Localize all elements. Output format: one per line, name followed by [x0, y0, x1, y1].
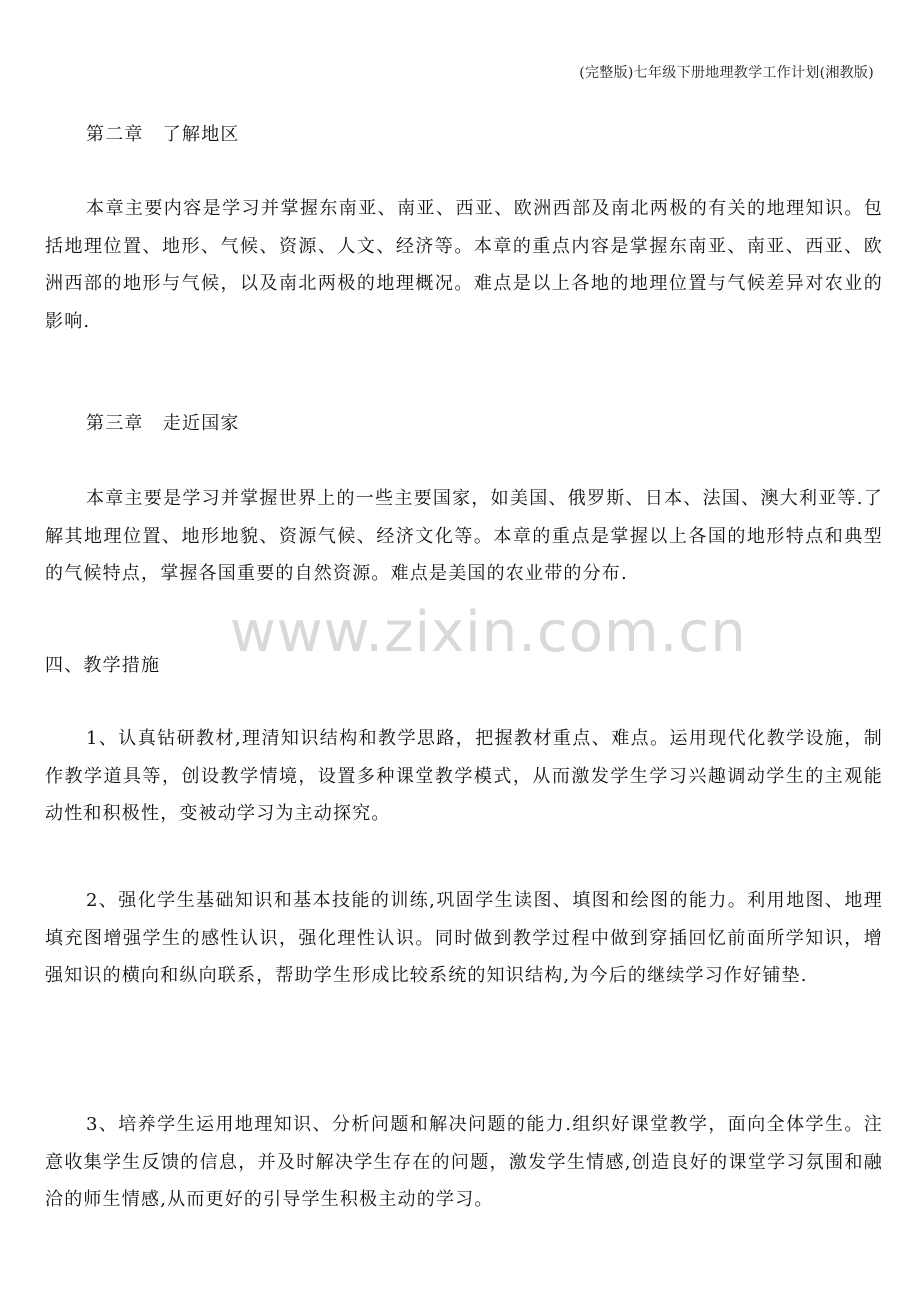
- measure-item-1: 1、认真钻研教材,理清知识结构和教学思路，把握教材重点、难点。运用现代化教学设施，制作教学道具等，创设教学情境，设置多种课堂教学模式，从而激发学生学习兴趣调动学生的主观能动性和积极性，变被动学习为主动探究。: [45, 728, 883, 824]
- chapter3-body: 本章主要是学习并掌握世界上的一些主要国家，如美国、俄罗斯、日本、法国、澳大利亚等.了解其地理位置、地形地貌、资源气候、经济文化等。本章的重点是掌握以上各国的地形特点和典型的气候特点，掌握各国重要的自然资源。难点是美国的农业带的分布.: [45, 488, 883, 584]
- watermark-text: www.zixin.com.cn: [230, 600, 747, 665]
- chapter2-heading: 第二章 了解地区: [86, 124, 240, 145]
- page-header-title: (完整版)七年级下册地理教学工作计划(湘教版): [579, 65, 874, 81]
- chapter3-heading: 第三章 走近国家: [86, 413, 240, 434]
- chapter2-body: 本章主要内容是学习并掌握东南亚、南亚、西亚、欧洲西部及南北两极的有关的地理知识。包括地理位置、地形、气候、资源、人文、经济等。本章的重点内容是掌握东南亚、南亚、西亚、欧洲西部的地形与气候，以及南北两极的地理概况。难点是以上各地的地理位置与气候差异对农业的影响.: [45, 198, 883, 332]
- measures-heading: 四、教学措施: [45, 655, 161, 676]
- measure-item-3: 3、培养学生运用地理知识、分析问题和解决问题的能力.组织好课堂教学，面向全体学生。注意收集学生反馈的信息，并及时解决学生存在的问题，激发学生情感,创造良好的课堂学习氛围和融洽的师生情感,从而更好的引导学生积极主动的学习。: [45, 1114, 883, 1210]
- measure-item-2: 2、强化学生基础知识和基本技能的训练,巩固学生读图、填图和绘图的能力。利用地图、地理填充图增强学生的感性认识，强化理性认识。同时做到教学过程中做到穿插回忆前面所学知识，增强知识的横向和纵向联系，帮助学生形成比较系统的知识结构,为今后的继续学习作好铺垫.: [45, 890, 883, 986]
